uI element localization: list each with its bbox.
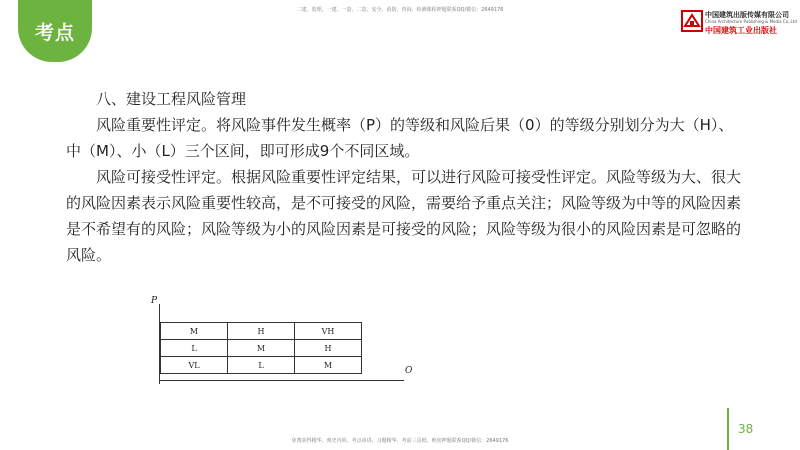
publisher-name-calligraphy: 中国建筑工业出版社 bbox=[705, 25, 777, 35]
matrix-cell: H bbox=[295, 340, 362, 357]
publisher-name-en: China Architecture Publishing & Media Co.,Ltd bbox=[705, 19, 797, 24]
matrix-cell: M bbox=[161, 323, 228, 340]
matrix-row bbox=[161, 357, 362, 374]
matrix-cell: L bbox=[161, 340, 228, 357]
risk-matrix-table bbox=[160, 322, 362, 374]
x-axis-label: O bbox=[405, 366, 413, 376]
matrix-cell: H bbox=[228, 323, 295, 340]
matrix-cell: M bbox=[295, 357, 362, 374]
risk-matrix-figure bbox=[150, 298, 420, 388]
matrix-cell: VH bbox=[295, 323, 362, 340]
page-number: 38 bbox=[738, 422, 754, 436]
matrix-row bbox=[161, 340, 362, 357]
publisher-logo-block bbox=[681, 8, 799, 38]
publisher-logo-icon bbox=[681, 10, 703, 32]
matrix-row bbox=[161, 323, 362, 340]
section-heading: 八、建设工程风险管理 bbox=[96, 90, 247, 108]
footer-note: 免费获得精华、典史内训、考点串讲、习题精华、考前三页纸、绝密押题联系QQ/微信：2649176 bbox=[291, 438, 509, 444]
x-axis bbox=[159, 380, 404, 381]
topic-badge-label: 考点 bbox=[34, 21, 75, 44]
matrix-cell: VL bbox=[161, 357, 228, 374]
publisher-name-cn: 中国建筑出版传媒有限公司 bbox=[705, 11, 789, 19]
y-axis-label: P bbox=[151, 296, 158, 306]
header-note: 二建、监理、一建、一造、二造、安全、消防、咨询、检测课程押题联系QQ/微信：2649176 bbox=[296, 7, 504, 13]
paragraph-risk-acceptability: 风险可接受性评定。根据风险重要性评定结果，可以进行风险可接受性评定。风险等级为大、很大的风险因素表示风险重要性较高，是不可接受的风险，需要给予重点关注；风险等级为中等的风险因素是不希望有的风险；风险等级为小的风险因素是可接受的风险；风险等级为很小的风险因素是可忽略的风险。 bbox=[66, 168, 742, 264]
paragraph-risk-importance: 风险重要性评定。将风险事件发生概率（P）的等级和风险后果（0）的等级分别划分为大（H）、中（M）、小（L）三个区间，即可形成9个不同区域。 bbox=[66, 116, 734, 160]
matrix-cell: M bbox=[228, 340, 295, 357]
slide-content bbox=[66, 86, 746, 268]
matrix-cell: L bbox=[228, 357, 295, 374]
